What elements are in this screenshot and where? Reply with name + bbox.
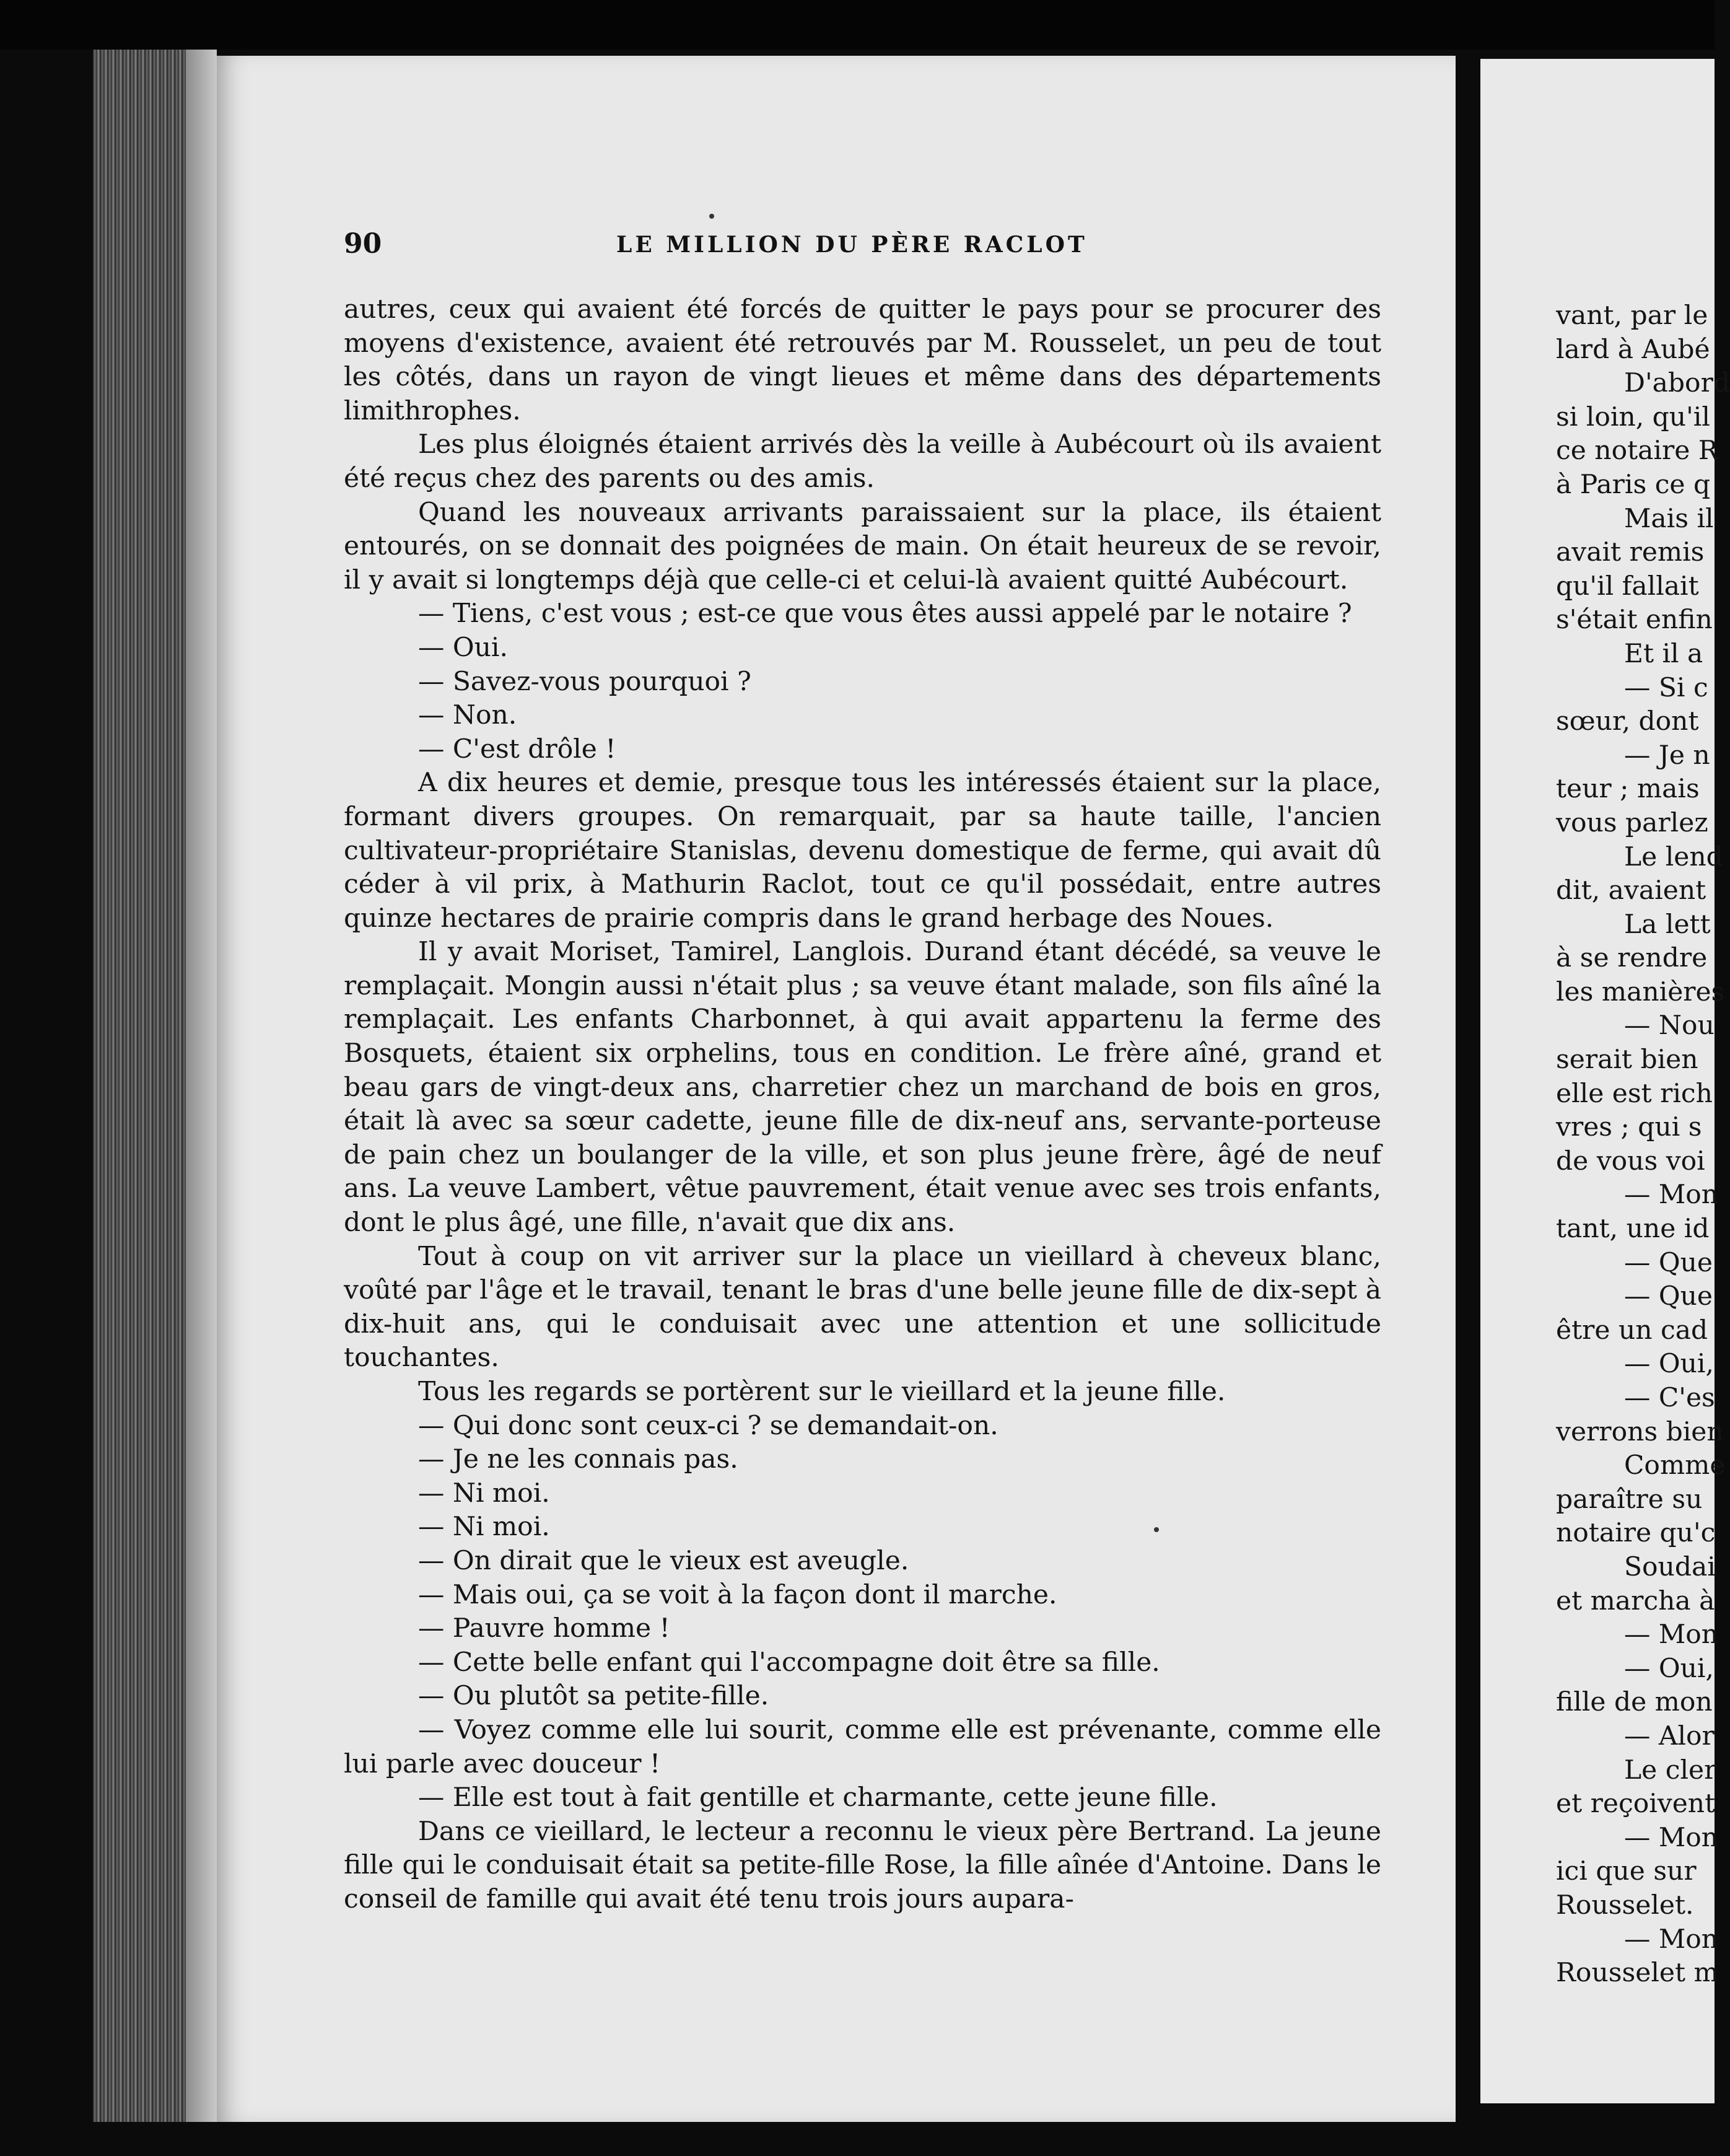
dialogue-line: — Tiens, c'est vous ; est-ce que vous êtes aussi appelé par le notaire ? [418,598,1352,629]
right-page-text-fragment [1556,299,1730,1990]
text-line-fragment: D'abord [1624,367,1730,398]
running-head [344,228,1381,265]
text-line-fragment: — Mon [1624,1619,1719,1650]
text-line-fragment: avait remis [1556,537,1705,567]
text-line-fragment: Mais il [1624,502,1714,533]
text-line-fragment: — Mon [1624,1179,1719,1210]
text-line-fragment: La lett [1624,908,1711,939]
dialogue-line: — Mais oui, ça se voit à la façon dont il marche. [418,1579,1057,1610]
text-line-fragment: — Oui, [1624,1652,1714,1683]
book-gutter-shadow [186,50,217,2122]
text-line-fragment: — Je n [1624,739,1710,770]
text-line-fragment: verrons bien [1556,1416,1724,1447]
dialogue-line: — Ni moi. [418,1477,550,1508]
paragraph: Tout à coup on vit arriver sur la place un vieillard à cheveux blanc, voûté par l'âge et le travail, tenant le bras d'une belle jeune fille de dix-sept à dix-huit ans, qui le conduisait avec une attention et une sollicitude touchantes. [344,1240,1381,1373]
dialogue-line: — Ni moi. [418,1511,550,1542]
text-line-fragment: — Que [1624,1247,1713,1277]
dialogue-line: — Non. [418,699,517,730]
dialogue-line: — Savez-vous pourquoi ? [418,665,751,696]
text-line-fragment: Le lend [1624,841,1723,872]
text-line-fragment: vous parlez [1556,807,1708,838]
text-line-fragment: dit, avaient [1556,875,1706,906]
paragraph: Dans ce vieillard, le lecteur a reconnu le vieux père Bertrand. La jeune fille qui le conduisait était sa petite-fille Rose, la fille aînée d'Antoine. Dans le conseil de famille qui avait été tenu trois jours aupara- [344,1815,1381,1914]
text-line-fragment: Rousselet m [1556,1957,1719,1988]
dialogue-line: — Cette belle enfant qui l'accompagne doit être sa fille. [418,1646,1160,1677]
dialogue-line: — Je ne les connais pas. [418,1444,738,1475]
scan-speck [1154,1527,1159,1532]
text-line-fragment: tant, une id [1556,1213,1710,1244]
text-line-fragment: fille de mon [1556,1686,1713,1717]
text-line-fragment: — Que [1624,1281,1713,1312]
text-line-fragment: Et il a [1624,638,1703,668]
dialogue-line: — C'est drôle ! [418,733,616,764]
text-line-fragment: s'était enfin [1556,604,1713,635]
paragraph: Les plus éloignés étaient arrivés dès la veille à Aubécourt où ils avaient été reçus chez des parents ou des amis. [344,429,1381,493]
text-line-fragment: sœur, dont [1556,706,1699,737]
text-line-fragment: à se rendre [1556,942,1708,973]
dialogue-line: — Oui. [418,631,508,662]
text-line-fragment: — Oui, [1624,1348,1714,1379]
text-line-fragment: à Paris ce q [1556,468,1711,499]
dialogue-line: — Elle est tout à fait gentille et charmante, cette jeune fille. [418,1782,1218,1813]
text-line-fragment: teur ; mais [1556,773,1700,804]
text-line-fragment: vres ; qui s [1556,1111,1702,1142]
text-line-fragment: être un cad [1556,1314,1708,1345]
text-line-fragment: de vous voi [1556,1145,1705,1176]
text-line-fragment: vant, par le [1556,300,1708,330]
dialogue-line: — Ou plutôt sa petite-fille. [418,1680,769,1711]
text-line-fragment: et reçoivent [1556,1788,1716,1819]
text-line-fragment: lard à Aubé [1556,333,1710,364]
scan-speck [709,214,714,219]
paragraph: A dix heures et demie, presque tous les intéressés étaient sur la place, formant divers groupes. On remarquait, par sa haute taille, l'ancien cultivateur-propriétaire Stanislas, devenu domestique de ferme, qui avait dû céder à vil prix, à Mathurin Raclot, tout ce qu'il possédait, entre autres quinze hectares de prairie compris dans le grand herbage des Noues. [344,767,1381,933]
dialogue-line: — Pauvre homme ! [418,1613,670,1644]
dialogue-line: — Voyez comme elle lui sourit, comme elle est prévenante, comme elle lui parle avec douceur ! [344,1714,1381,1779]
dialogue-line: — Qui donc sont ceux-ci ? se demandait-on. [418,1409,998,1440]
paragraph: Quand les nouveaux arrivants paraissaient sur la place, ils étaient entourés, on se donnait des poignées de main. On était heureux de se revoir, il y avait si longtemps déjà que celle-ci et celui-là avaient quitté Aubécourt. [344,496,1381,595]
text-line-fragment: si loin, qu'il [1556,401,1710,432]
text-line-fragment: qu'il fallait [1556,570,1699,601]
text-line-fragment: paraître su [1556,1483,1703,1514]
text-line-fragment: Comme [1624,1450,1726,1481]
book-title-header: LE MILLION DU PÈRE RACLOT [616,232,1088,258]
scan-background-top [0,0,1715,50]
text-line-fragment: — Nou [1624,1010,1715,1041]
text-line-fragment: et marcha à [1556,1585,1715,1616]
text-line-fragment: elle est rich [1556,1077,1713,1108]
text-line-fragment: — Mon [1624,1821,1719,1852]
text-line-fragment: serait bien [1556,1044,1698,1075]
left-page-text [344,292,1381,1916]
text-line-fragment: — C'es [1624,1382,1715,1413]
text-line-fragment: Rousselet. [1556,1889,1694,1920]
paragraph: Il y avait Moriset, Tamirel, Langlois. Durand étant décédé, sa veuve le remplaçait. Mongin aussi n'était plus ; sa veuve étant malade, son fils aîné la remplaçait. Les enfants Charbonnet, à qui avait appartenu la ferme des Bosquets, étaient six orphelins, tous en condition. Le frère aîné, grand et beau gars de vingt-deux ans, charretier chez un marchand de bois en gros, était là avec sa sœur cadette, jeune fille de dix-neuf ans, servante-porteuse de pain chez un boulanger de la ville, et son plus jeune frère, âgé de neuf ans. La veuve Lambert, vêtue pauvrement, était venue avec ses trois enfants, dont le plus âgé, une fille, n'avait que dix ans. [344,936,1381,1238]
text-line-fragment: Le cler [1624,1754,1717,1785]
page-number: 90 [344,228,382,260]
paragraph: autres, ceux qui avaient été forcés de quitter le pays pour se procurer des moyens d'existence, avaient été retrouvés par M. Rousselet, un peu de tout les côtés, dans un rayon de vingt lieues et même dans des départements limithrophes. [344,294,1381,426]
text-line-fragment: — Alor [1624,1720,1715,1751]
dialogue-line: — On dirait que le vieux est aveugle. [418,1545,909,1575]
paragraph: Tous les regards se portèrent sur le vieillard et la jeune fille. [418,1376,1226,1406]
text-line-fragment: les manières [1556,976,1725,1007]
text-line-fragment: — Si c [1624,672,1708,703]
text-line-fragment: ce notaire R [1556,435,1718,466]
text-line-fragment: Soudai [1624,1551,1716,1582]
text-line-fragment: ici que sur [1556,1856,1697,1887]
text-line-fragment: notaire qu'c [1556,1517,1716,1548]
text-line-fragment: — Mon [1624,1923,1719,1954]
